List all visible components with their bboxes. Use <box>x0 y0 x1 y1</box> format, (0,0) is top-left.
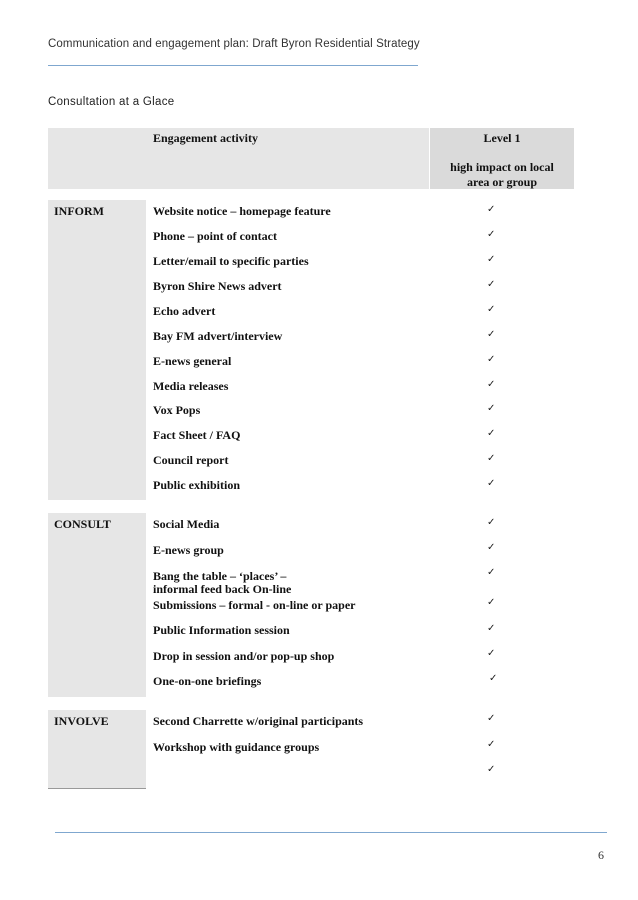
activity-second-charrette: Second Charrette w/original participants <box>153 714 364 728</box>
check-mark: ✓ <box>487 597 496 608</box>
check-mark: ✓ <box>487 567 496 578</box>
check-mark: ✓ <box>487 713 496 724</box>
activity-bay-fm: Bay FM advert/interview <box>153 329 283 343</box>
activity-council-report: Council report <box>153 453 229 467</box>
check-mark: ✓ <box>489 673 498 684</box>
activity-fact-sheet: Fact Sheet / FAQ <box>153 428 241 442</box>
group-label-involve: INVOLVE <box>54 714 109 728</box>
check-mark: ✓ <box>487 403 496 414</box>
level-column-header-cell <box>429 128 574 189</box>
check-mark: ✓ <box>487 329 496 340</box>
activity-submissions: Submissions – formal - on-line or paper <box>153 598 356 612</box>
table-bottom-rule <box>48 788 146 789</box>
activity-echo-advert: Echo advert <box>153 304 216 318</box>
activity-website-notice: Website notice – homepage feature <box>153 204 331 218</box>
activity-e-news-general: E-news general <box>153 354 232 368</box>
group-cell-inform <box>48 200 146 500</box>
level-description <box>430 160 574 190</box>
level-description-line-2: area or group <box>466 175 537 189</box>
check-mark: ✓ <box>487 623 496 634</box>
activity-vox-pops: Vox Pops <box>153 403 201 417</box>
check-mark: ✓ <box>487 428 496 439</box>
check-mark: ✓ <box>487 764 496 775</box>
activity-letter-email: Letter/email to specific parties <box>153 254 309 268</box>
activity-public-exhibition: Public exhibition <box>153 478 241 492</box>
activity-one-on-one-briefings: One-on-one briefings <box>153 674 262 688</box>
activity-bang-the-table-line-2: informal feed back On-line <box>153 582 292 596</box>
activity-public-information-session: Public Information session <box>153 623 290 637</box>
check-mark: ✓ <box>487 304 496 315</box>
footer-divider <box>55 832 607 833</box>
activity-media-releases: Media releases <box>153 379 229 393</box>
activity-byron-shire-news: Byron Shire News advert <box>153 279 282 293</box>
activity-bang-the-table-line-1: Bang the table – ‘places’ – <box>153 569 287 583</box>
activity-phone-contact: Phone – point of contact <box>153 229 277 243</box>
document-header-title: Communication and engagement plan: Draft Byron Residential Strategy <box>48 38 420 50</box>
group-cell-involve <box>48 710 146 788</box>
check-mark: ✓ <box>487 254 496 265</box>
check-mark: ✓ <box>487 517 496 528</box>
activity-social-media: Social Media <box>153 517 220 531</box>
check-mark: ✓ <box>487 453 496 464</box>
group-cell-consult <box>48 513 146 697</box>
group-label-consult: CONSULT <box>54 517 111 531</box>
check-mark: ✓ <box>487 542 496 553</box>
header-divider <box>48 65 418 66</box>
check-mark: ✓ <box>487 478 496 489</box>
group-label-inform: INFORM <box>54 204 104 218</box>
check-mark: ✓ <box>487 229 496 240</box>
check-mark: ✓ <box>487 379 496 390</box>
check-mark: ✓ <box>487 204 496 215</box>
activity-column-header: Engagement activity <box>153 131 258 145</box>
check-mark: ✓ <box>487 354 496 365</box>
activity-e-news-group: E-news group <box>153 543 224 557</box>
activity-bang-the-table <box>153 570 291 596</box>
activity-drop-in-session: Drop in session and/or pop-up shop <box>153 649 335 663</box>
activity-workshop-guidance-groups: Workshop with guidance groups <box>153 740 320 754</box>
table-header-row <box>48 128 573 189</box>
level-description-line-1: high impact on local <box>450 160 554 174</box>
check-mark: ✓ <box>487 279 496 290</box>
section-title: Consultation at a Glace <box>48 96 175 108</box>
level-column-header: Level 1 <box>483 131 521 145</box>
check-mark: ✓ <box>487 648 496 659</box>
page-number: 6 <box>598 848 604 862</box>
check-mark: ✓ <box>487 739 496 750</box>
